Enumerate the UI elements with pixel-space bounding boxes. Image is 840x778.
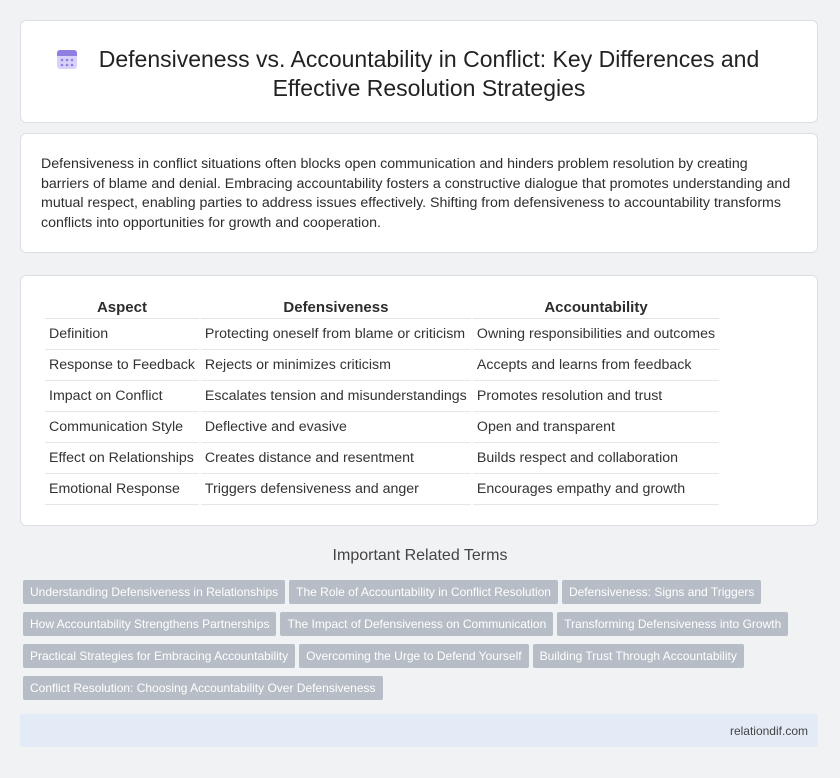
related-term-tag[interactable]: The Impact of Defensiveness on Communication xyxy=(280,612,553,636)
table-cell: Creates distance and resentment xyxy=(201,443,471,474)
footer xyxy=(20,714,818,747)
table-cell: Accepts and learns from feedback xyxy=(473,350,719,381)
table-cell: Triggers defensiveness and anger xyxy=(201,474,471,505)
site-link[interactable]: relationdif.com xyxy=(729,724,808,738)
table-row xyxy=(45,319,719,350)
table-cell: Effect on Relationships xyxy=(45,443,199,474)
related-term-tag[interactable]: How Accountability Strengthens Partnerships xyxy=(23,612,276,636)
table-cell: Deflective and evasive xyxy=(201,412,471,443)
table-row xyxy=(45,412,719,443)
table-row xyxy=(45,443,719,474)
table-cell: Promotes resolution and trust xyxy=(473,381,719,412)
table-cell: Impact on Conflict xyxy=(45,381,199,412)
related-term-tag[interactable]: Understanding Defensiveness in Relationships xyxy=(23,580,285,604)
table-cell: Emotional Response xyxy=(45,474,199,505)
table-cell: Encourages empathy and growth xyxy=(473,474,719,505)
comparison-table xyxy=(43,296,721,505)
related-term-tag[interactable]: The Role of Accountability in Conflict Resolution xyxy=(289,580,558,604)
header-defensiveness: Defensiveness xyxy=(201,296,471,319)
header-accountability: Accountability xyxy=(473,296,719,319)
table-cell: Open and transparent xyxy=(473,412,719,443)
table-cell: Communication Style xyxy=(45,412,199,443)
related-term-tag[interactable]: Practical Strategies for Embracing Accountability xyxy=(23,644,295,668)
related-term-tag[interactable]: Defensiveness: Signs and Triggers xyxy=(562,580,761,604)
header-aspect: Aspect xyxy=(45,296,199,319)
related-terms-list xyxy=(23,580,813,708)
table-row xyxy=(45,350,719,381)
table-cell: Owning responsibilities and outcomes xyxy=(473,319,719,350)
comparison-card xyxy=(20,275,818,526)
related-term-tag[interactable]: Building Trust Through Accountability xyxy=(533,644,744,668)
intro-paragraph: Defensiveness in conflict situations often blocks open communication and hinders problem resolution by creating barriers of blame and denial. Embracing accountability fosters a constructive dialogue that promotes understanding and mutual respect, enabling parties to address issues effectively. Shifting from defensiveness to accountability transforms conflicts into opportunities for growth and cooperation. xyxy=(41,156,791,231)
related-term-tag[interactable]: Conflict Resolution: Choosing Accountability Over Defensiveness xyxy=(23,676,383,700)
table-cell: Protecting oneself from blame or criticism xyxy=(201,319,471,350)
table-cell: Rejects or minimizes criticism xyxy=(201,350,471,381)
related-term-tag[interactable]: Transforming Defensiveness into Growth xyxy=(557,612,788,636)
intro-card xyxy=(20,133,818,253)
title-card xyxy=(20,20,818,123)
table-row xyxy=(45,381,719,412)
table-header-row xyxy=(45,296,719,319)
table-cell: Builds respect and collaboration xyxy=(473,443,719,474)
related-term-tag[interactable]: Overcoming the Urge to Defend Yourself xyxy=(299,644,528,668)
table-cell: Definition xyxy=(45,319,199,350)
table-cell: Escalates tension and misunderstandings xyxy=(201,381,471,412)
related-terms-heading: Important Related Terms xyxy=(332,547,508,564)
table-row xyxy=(45,474,719,505)
page-title: Defensiveness vs. Accountability in Conflict: Key Differences and Effective Resolution Strategies xyxy=(98,46,760,101)
table-cell: Response to Feedback xyxy=(45,350,199,381)
